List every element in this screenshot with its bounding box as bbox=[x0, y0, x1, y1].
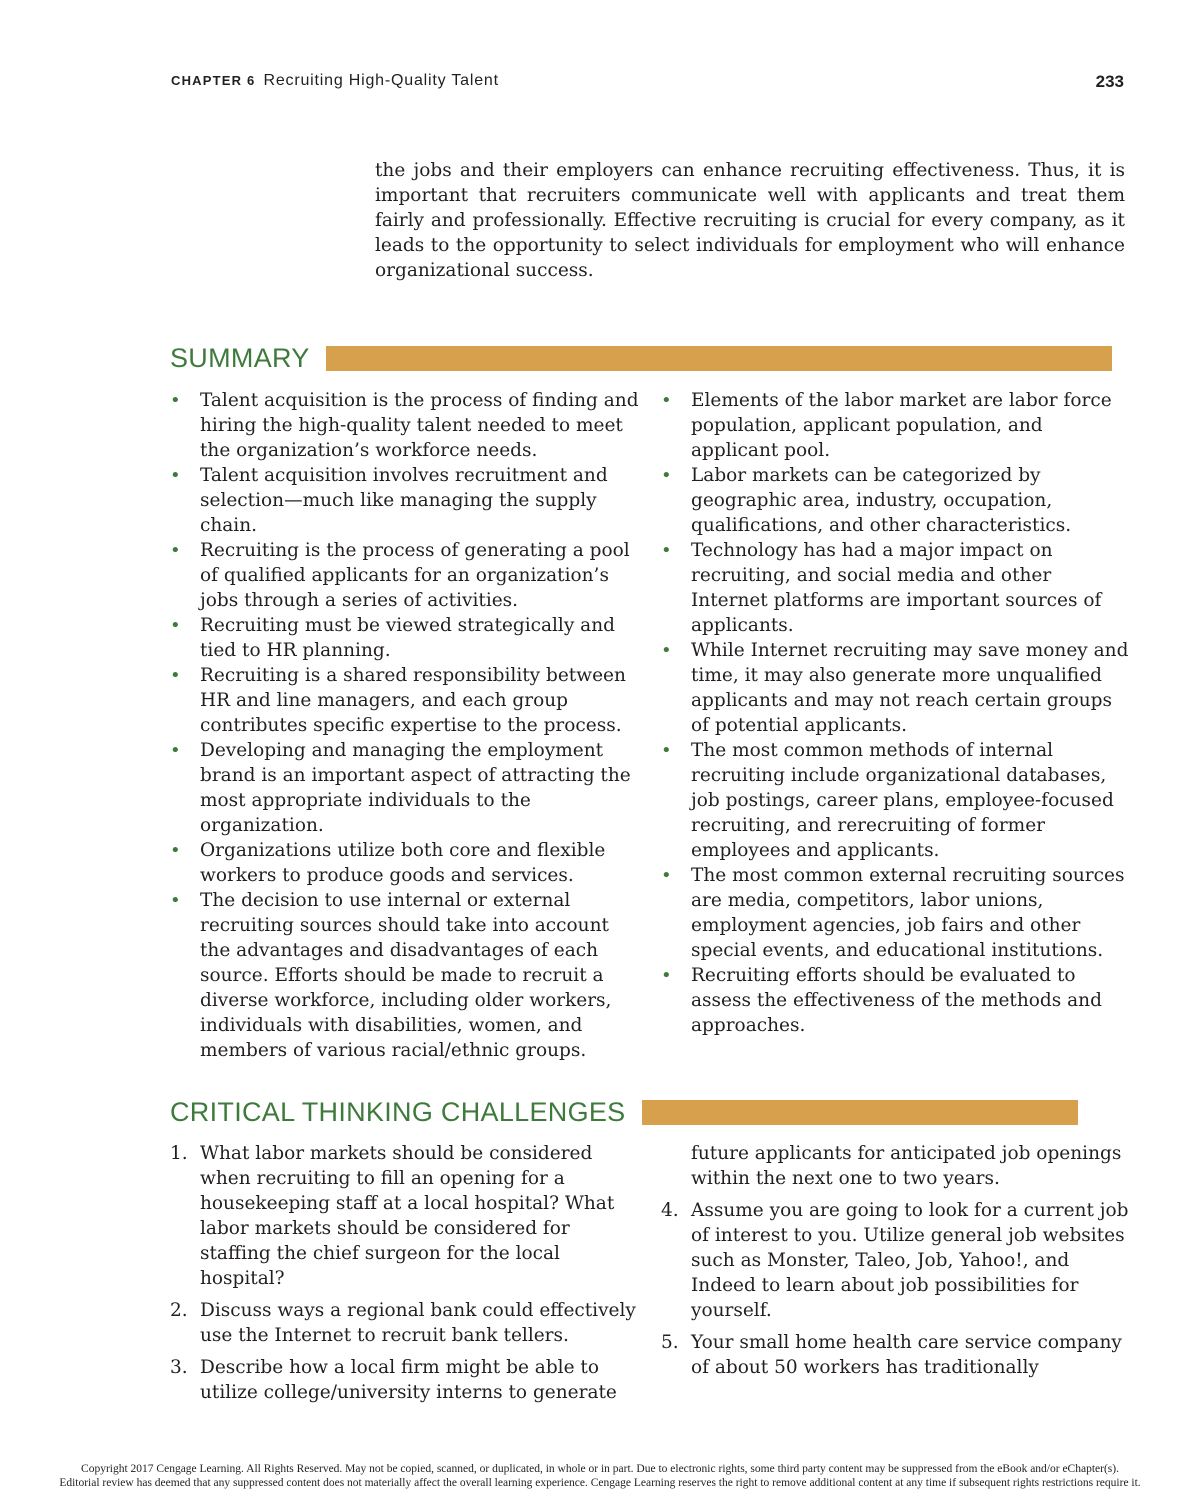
bullet-text: Developing and managing the employment brand is an important aspect of attracting the most appropriate individuals to the organization. bbox=[200, 740, 631, 836]
critical-thinking-left-list bbox=[170, 1141, 640, 1405]
summary-bullet-item bbox=[170, 463, 640, 538]
bullet-text: Recruiting efforts should be evaluated to assess the effectiveness of the methods and approaches. bbox=[691, 965, 1102, 1036]
summary-bullet-item bbox=[661, 638, 1131, 738]
intro-paragraph: the jobs and their employers can enhance recruiting effectiveness. Thus, it is important that recruiters communicate well with applicants and treat them fairly and professionally. Effective recruiting is crucial for every company, as it leads to the opportunity to select individuals for employment who will enhance organizational success. bbox=[375, 160, 1125, 281]
question-text: Describe how a local firm might be able to utilize college/university interns to generate bbox=[200, 1357, 617, 1403]
chapter-label: CHAPTER 6 bbox=[171, 73, 256, 88]
summary-bullet-item bbox=[170, 888, 640, 1063]
question-number: 5. bbox=[661, 1332, 679, 1353]
summary-left-list bbox=[170, 388, 640, 1063]
bullet-icon: • bbox=[170, 840, 181, 861]
bullet-text: The most common methods of internal recruiting include organizational databases, job postings, career plans, employee-focused recruiting, and rerecruiting of former employees and applicants. bbox=[691, 740, 1114, 861]
bullet-text: Technology has had a major impact on recruiting, and social media and other Internet platforms are important sources of applicants. bbox=[691, 540, 1102, 636]
question-item bbox=[170, 1298, 640, 1348]
question-text: Assume you are going to look for a current job of interest to you. Utilize general job websites such as Monster, Taleo, Job, Yahoo!, and Indeed to learn about job possibilities for yourself. bbox=[691, 1200, 1129, 1321]
bullet-icon: • bbox=[170, 465, 181, 486]
question-item bbox=[661, 1198, 1131, 1323]
bullet-text: Talent acquisition is the process of finding and hiring the high-quality talent needed to meet the organization’s workforce needs. bbox=[200, 390, 639, 461]
summary-right-list bbox=[661, 388, 1131, 1038]
summary-heading-bar bbox=[170, 343, 1112, 373]
bullet-icon: • bbox=[170, 890, 181, 911]
question-item bbox=[170, 1141, 640, 1291]
critical-thinking-heading-bar bbox=[170, 1097, 1078, 1127]
question-number: 3. bbox=[170, 1357, 188, 1378]
bullet-icon: • bbox=[661, 390, 672, 411]
summary-bullet-item bbox=[170, 838, 640, 888]
chapter-title: Recruiting High-Quality Talent bbox=[263, 72, 499, 89]
running-head bbox=[171, 72, 499, 90]
bullet-icon: • bbox=[170, 665, 181, 686]
copyright-line-1: Copyright 2017 Cengage Learning. All Rights Reserved. May not be copied, scanned, or duplicated, in whole or in part. Due to electronic rights, some third party content may be suppressed from the eBook and/or eChapter(s). bbox=[81, 1463, 1119, 1475]
bullet-icon: • bbox=[661, 640, 672, 661]
bullet-text: Talent acquisition involves recruitment and selection—much like managing the supply chain. bbox=[200, 465, 608, 536]
question-text: Discuss ways a regional bank could effectively use the Internet to recruit bank tellers. bbox=[200, 1300, 636, 1346]
bullet-text: Recruiting is the process of generating a pool of qualified applicants for an organization’s jobs through a series of activities. bbox=[200, 540, 630, 611]
summary-bullet-item bbox=[170, 663, 640, 738]
copyright-line-2: Editorial review has deemed that any suppressed content does not materially affect the overall learning experience. Cengage Learning reserves the right to remove additional content at any time if subsequent rights restrictions require it. bbox=[59, 1477, 1141, 1489]
bullet-icon: • bbox=[170, 740, 181, 761]
bullet-icon: • bbox=[661, 540, 672, 561]
bullet-text: Organizations utilize both core and flexible workers to produce goods and services. bbox=[200, 840, 606, 886]
bullet-text: Labor markets can be categorized by geographic area, industry, occupation, qualifications, and other characteristics. bbox=[691, 465, 1072, 536]
question-number: 4. bbox=[661, 1200, 679, 1221]
summary-bullet-item bbox=[661, 738, 1131, 863]
critical-thinking-left-column bbox=[170, 1141, 640, 1412]
critical-thinking-right-list bbox=[661, 1198, 1131, 1380]
bullet-icon: • bbox=[170, 615, 181, 636]
question-item bbox=[661, 1330, 1131, 1380]
copyright-notice bbox=[0, 1462, 1200, 1490]
question-number: 2. bbox=[170, 1300, 188, 1321]
question-number: 1. bbox=[170, 1143, 188, 1164]
summary-heading: SUMMARY bbox=[170, 342, 310, 373]
bullet-icon: • bbox=[661, 740, 672, 761]
summary-bullet-item bbox=[661, 388, 1131, 463]
bullet-icon: • bbox=[661, 865, 672, 886]
bullet-text: Elements of the labor market are labor force population, applicant population, and applicant pool. bbox=[691, 390, 1112, 461]
question-text: What labor markets should be considered when recruiting to fill an opening for a housekeeping staff at a local hospital? What labor markets should be considered for staffing the chief surgeon for the local hospital? bbox=[200, 1143, 615, 1289]
critical-thinking-right-column bbox=[661, 1141, 1131, 1387]
summary-bullet-item bbox=[170, 538, 640, 613]
bullet-text: Recruiting must be viewed strategically and tied to HR planning. bbox=[200, 615, 615, 661]
bullet-text: Recruiting is a shared responsibility between HR and line managers, and each group contributes specific expertise to the process. bbox=[200, 665, 626, 736]
summary-bullet-item bbox=[661, 863, 1131, 963]
bullet-icon: • bbox=[661, 465, 672, 486]
bullet-text: While Internet recruiting may save money and time, it may also generate more unqualified applicants and may not reach certain groups of potential applicants. bbox=[691, 640, 1129, 736]
summary-bullet-item bbox=[170, 388, 640, 463]
critical-thinking-rule bbox=[642, 1100, 1078, 1125]
summary-bullet-item bbox=[170, 738, 640, 838]
page-number: 233 bbox=[1095, 72, 1124, 91]
summary-bullet-item bbox=[661, 963, 1131, 1038]
summary-rule bbox=[326, 346, 1112, 371]
question-item bbox=[170, 1355, 640, 1405]
summary-bullet-item bbox=[170, 613, 640, 663]
summary-right-column bbox=[661, 388, 1131, 1038]
summary-left-column bbox=[170, 388, 640, 1063]
summary-bullet-item bbox=[661, 538, 1131, 638]
bullet-text: The decision to use internal or external recruiting sources should take into account the advantages and disadvantages of each source. Efforts should be made to recruit a diverse workforce, including older workers, individuals with disabilities, women, and members of various racial/ethnic groups. bbox=[200, 890, 612, 1061]
bullet-text: The most common external recruiting sources are media, competitors, labor unions, employment agencies, job fairs and other special events, and educational institutions. bbox=[691, 865, 1125, 961]
bullet-icon: • bbox=[661, 965, 672, 986]
critical-thinking-heading: CRITICAL THINKING CHALLENGES bbox=[170, 1096, 626, 1127]
question-text: Your small home health care service company of about 50 workers has traditionally bbox=[691, 1332, 1122, 1378]
summary-bullet-item bbox=[661, 463, 1131, 538]
question-continuation: future applicants for anticipated job openings within the next one to two years. bbox=[691, 1143, 1122, 1189]
bullet-icon: • bbox=[170, 540, 181, 561]
bullet-icon: • bbox=[170, 390, 181, 411]
